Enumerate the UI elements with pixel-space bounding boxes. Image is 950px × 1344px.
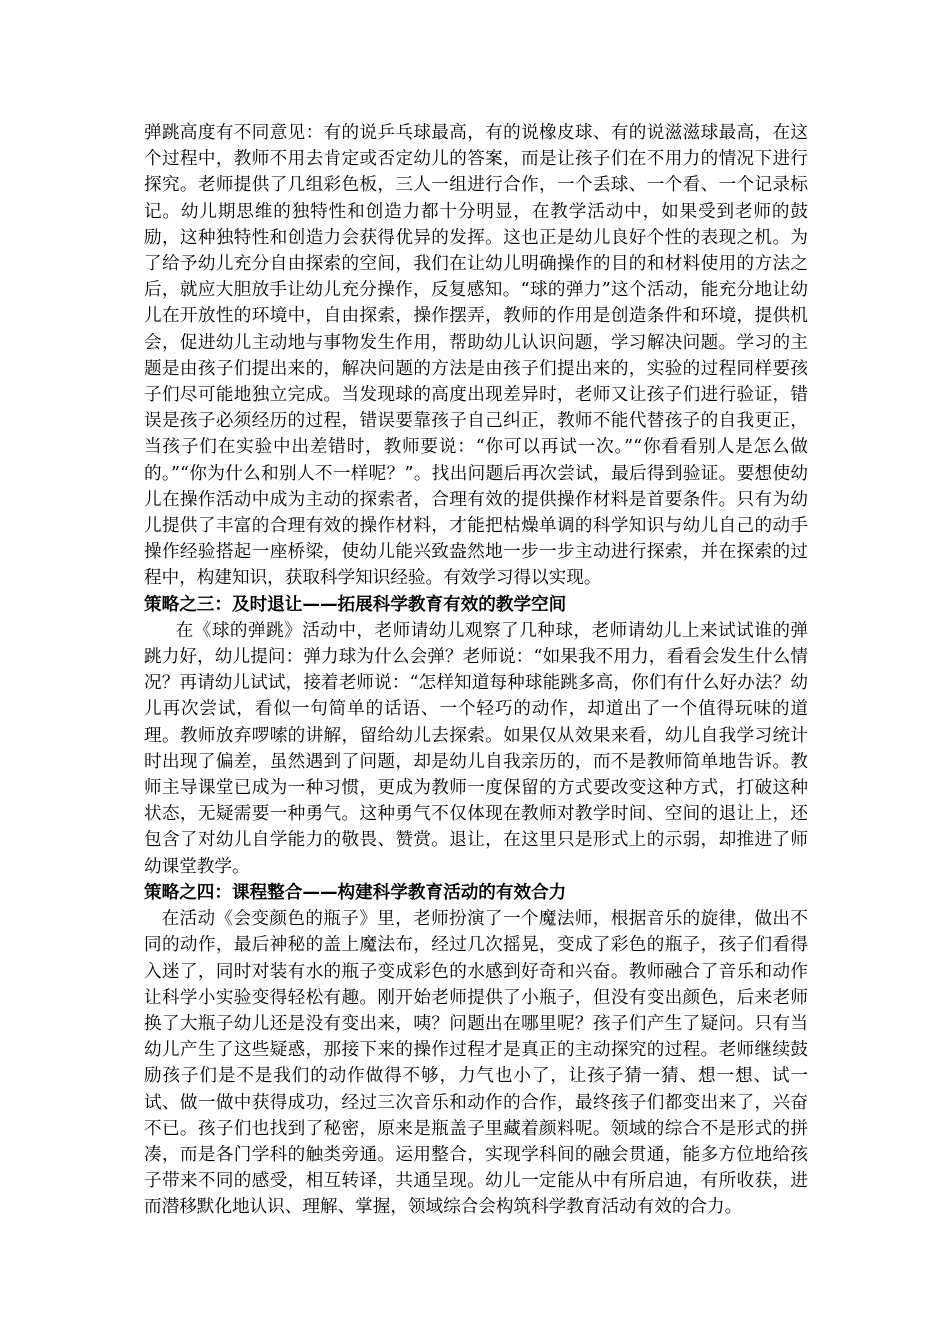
heading-strategy-four: 策略之四：课程整合——构建科学教育活动的有效合力 [144, 882, 567, 903]
paragraph-curriculum-integration: 在活动《会变颜色的瓶子》里，老师扮演了一个魔法师，根据音乐的旋律，做出不同的动作，最后神秘的盖上魔法布，经过几次摇晃，变成了彩色的瓶子，孩子们看得入迷了，同时对装有水的瓶子变成彩色的水感到好奇和兴奋。教师融合了音乐和动作让科学小实验变得轻松有趣。刚开始老师提供了小瓶子，但没有变出颜色，后来老师换了大瓶子幼儿还是没有变出来，咦？问题出在哪里呢？孩子们产生了疑问。只有当幼儿产生了这些疑惑，那接下来的操作过程才是真正的主动探究的过程。老师继续鼓励孩子们是不是我们的动作做得不够，力气也小了，让孩子猜一猜、想一想、试一试、做一做中获得成功，经过三次音乐和动作的合作，最终孩子们都变出来了，兴奋不已。孩子们也找到了秘密，原来是瓶盖子里藏着颜料呢。领域的综合不是形式的拼凑，而是各门学科的触类旁通。运用整合，实现学科间的融会贯通，能多方位地给孩子带来不同的感受，相互转译，共通呈现。幼儿一定能从中有所启迪，有所收获，进而潜移默化地认识、理解、掌握，领域综合会构筑科学教育活动有效的合力。 [144, 909, 808, 1218]
heading-strategy-three: 策略之三：及时退让——拓展科学教育有效的教学空间 [144, 594, 567, 615]
paragraph-timely-yield: 在《球的弹跳》活动中，老师请幼儿观察了几种球，老师请幼儿上来试试谁的弹跳力好，幼儿提问：弹力球为什么会弹？老师说：“如果我不用力，看看会发生什么情况？再请幼儿试试，接着老师说：“怎样知道每种球能跳多高，你们有什么好办法？幼儿再次尝试，看似一句简单的话语、一个轻巧的动作，却道出了一个值得玩味的道理。教师放弃啰嗦的讲解，留给幼儿去探索。如果仅从效果来看，幼儿自我学习统计时出现了偏差，虽然遇到了问题，却是幼儿自我亲历的，而不是教师简单地告诉。教师主导课堂已成为一种习惯，更成为教师一度保留的方式要改变这种方式，打破这种状态，无疑需要一种勇气。这种勇气不仅体现在教师对教学时间、空间的退让上，还包含了对幼儿自学能力的敬畏、赞赏。退让，在这里只是形式上的示弱，却推进了师幼课堂教学。 [144, 620, 808, 877]
document-page [144, 120, 808, 1221]
paragraph-bounce-experiment: 弹跳高度有不同意见：有的说乒乓球最高，有的说橡皮球、有的说滋滋球最高，在这个过程中，教师不用去肯定或否定幼儿的答案，而是让孩子们在不用力的情况下进行探究。老师提供了几组彩色板，三人一组进行合作，一个丢球、一个看、一个记录标记。幼儿期思维的独特性和创造力都十分明显，在教学活动中，如果受到老师的鼓励，这种独特性和创造力会获得优异的发挥。这也正是幼儿良好个性的表现之机。为了给予幼儿充分自由探索的空间，我们在让幼儿明确操作的目的和材料使用的方法之后，就应大胆放手让幼儿充分操作，反复感知。“球的弹力”这个活动，能充分地让幼儿在开放性的环境中，自由探索，操作摆弄，教师的作用是创造条件和环境，提供机会，促进幼儿主动地与事物发生作用，帮助幼儿认识问题，学习解决问题。学习的主题是由孩子们提出来的，解决问题的方法是由孩子们提出来的，实验的过程同样要孩子们尽可能地独立完成。当发现球的高度出现差异时，老师又让孩子们进行验证，错误是孩子必须经历的过程，错误要靠孩子自己纠正，教师不能代替孩子的自我更正，当孩子们在实验中出差错时，教师要说：“你可以再试一次。”“你看看别人是怎么做的。”“你为什么和别人不一样呢？”。找出问题后再次尝试，最后得到验证。要想使幼儿在操作活动中成为主动的探索者，合理有效的提供操作材料是首要条件。只有为幼儿提供了丰富的合理有效的操作材料，才能把枯燥单调的科学知识与幼儿自己的动手操作经验搭起一座桥梁，使幼儿能兴致盎然地一步一步主动进行探索，并在探索的过程中，构建知识，获取科学知识经验。有效学习得以实现。 [144, 123, 808, 589]
